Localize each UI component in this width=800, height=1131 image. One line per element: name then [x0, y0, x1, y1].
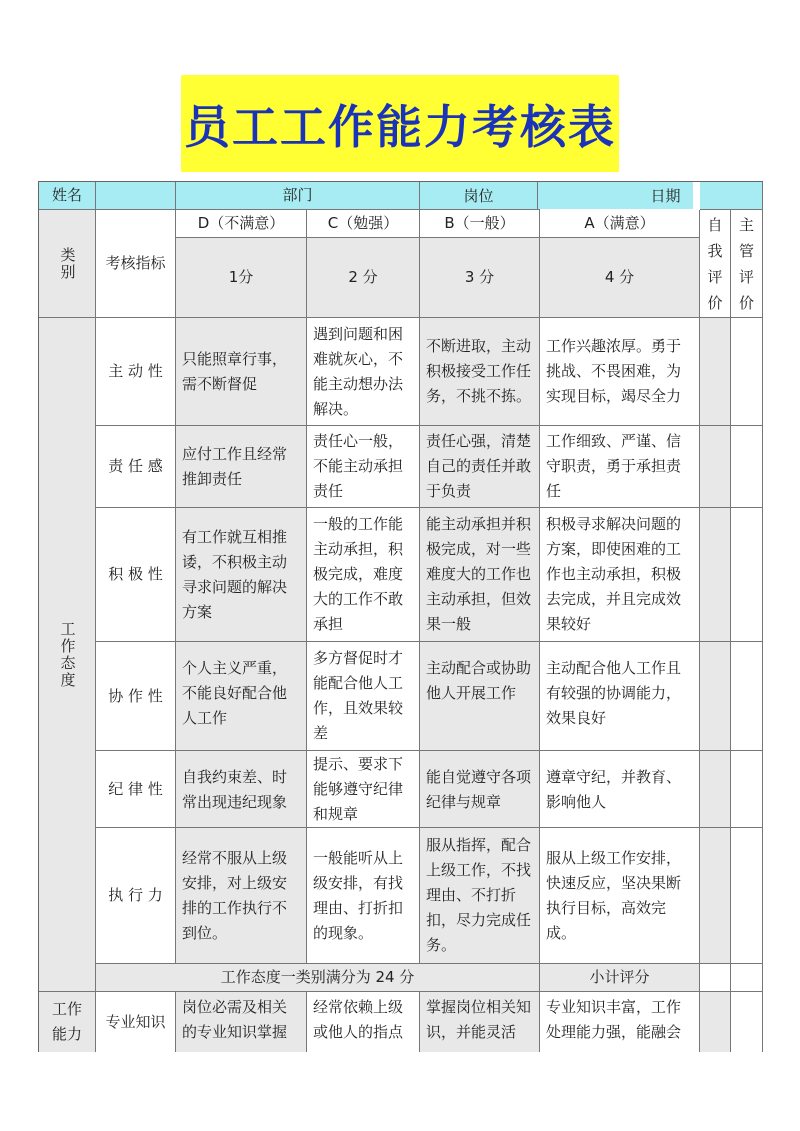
evaluation-table [38, 181, 763, 1052]
level-b-score: 3 分 [420, 238, 540, 318]
indicator-responsibility: 责 任 感 [96, 426, 176, 508]
self-score-cell[interactable] [700, 751, 731, 828]
subtotal-label: 小计评分 [540, 964, 700, 992]
level-a-label: A（满意） [540, 210, 700, 238]
criteria-d: 经常不服从上级安排，对上级安排的工作执行不到位。 [176, 828, 307, 964]
indicator-discipline: 纪 律 性 [96, 751, 176, 828]
criteria-b: 不断进取，主动积极接受工作任务，不挑不拣。 [420, 318, 540, 426]
position-value[interactable] [538, 182, 638, 209]
manager-score-cell[interactable] [731, 992, 763, 1052]
criteria-a: 专业知识丰富，工作处理能力强，能融会 [540, 992, 700, 1052]
criteria-a: 主动配合他人工作且有较强的协调能力，效果良好 [540, 642, 700, 751]
self-score-cell[interactable] [700, 642, 731, 751]
criteria-c: 遇到问题和困难就灰心，不能主动想办法解决。 [307, 318, 420, 426]
attitude-summary: 工作态度一类别满分为 24 分 [96, 964, 540, 992]
indicator-cooperation: 协 作 性 [96, 642, 176, 751]
self-score-cell[interactable] [700, 828, 731, 964]
category-ability: 工作能力 [39, 992, 96, 1052]
manager-score-cell[interactable] [731, 318, 763, 426]
criteria-c: 责任心一般，不能主动承担责任 [307, 426, 420, 508]
manager-score-cell[interactable] [731, 426, 763, 508]
position-label: 岗位 [419, 182, 538, 209]
criteria-a: 工作兴趣浓厚。勇于挑战、不畏困难，为实现目标，竭尽全力 [540, 318, 700, 426]
criteria-b: 掌握岗位相关知识，并能灵活 [420, 992, 540, 1052]
criteria-c: 一般的工作能主动承担，积极完成，难度大的工作不敢承担 [307, 508, 420, 642]
criteria-a: 服从上级工作安排，快速反应，坚决果断执行目标，高效完成。 [540, 828, 700, 964]
indicator-expertise: 专业知识 [96, 992, 176, 1052]
category-attitude: 工作态度 [39, 318, 96, 992]
manager-eval-header: 主管评价 [731, 210, 763, 318]
dept-label: 部门 [176, 182, 420, 210]
criteria-c: 提示、要求下能够遵守纪律和规章 [307, 751, 420, 828]
date-label: 日期 [638, 182, 693, 209]
self-score-cell[interactable] [700, 318, 731, 426]
criteria-b: 服从指挥，配合上级工作，不找理由、不打折扣，尽力完成任务。 [420, 828, 540, 964]
criteria-a: 积极寻求解决问题的方案，即使困难的工作也主动承担，积极去完成，并且完成效果较好 [540, 508, 700, 642]
indicator-header: 考核指标 [96, 210, 176, 318]
level-b-label: B（一般） [420, 210, 540, 238]
criteria-d: 有工作就互相推诿，不积极主动寻求问题的解决方案 [176, 508, 307, 642]
manager-score-cell[interactable] [731, 642, 763, 751]
self-subtotal-cell[interactable] [700, 964, 731, 992]
criteria-d: 自我约束差、时常出现违纪现象 [176, 751, 307, 828]
indicator-enthusiasm: 积 极 性 [96, 508, 176, 642]
self-score-cell[interactable] [700, 508, 731, 642]
level-c-score: 2 分 [307, 238, 420, 318]
indicator-execution: 执 行 力 [96, 828, 176, 964]
level-a-score: 4 分 [540, 238, 700, 318]
criteria-c: 一般能听从上级安排，有找理由、打折扣的现象。 [307, 828, 420, 964]
criteria-c: 经常依赖上级或他人的指点 [307, 992, 420, 1052]
date-value[interactable] [700, 182, 763, 210]
manager-score-cell[interactable] [731, 508, 763, 642]
criteria-d: 个人主义严重，不能良好配合他人工作 [176, 642, 307, 751]
criteria-a: 工作细致、严谨、信守职责，勇于承担责任 [540, 426, 700, 508]
level-c-label: C（勉强） [307, 210, 420, 238]
name-label: 姓名 [39, 182, 96, 210]
level-d-score: 1分 [176, 238, 307, 318]
criteria-a: 遵章守纪，并教育、影响他人 [540, 751, 700, 828]
self-score-cell[interactable] [700, 992, 731, 1052]
criteria-d: 岗位必需及相关的专业知识掌握 [176, 992, 307, 1052]
level-d-label: D（不满意） [176, 210, 307, 238]
manager-score-cell[interactable] [731, 751, 763, 828]
indicator-initiative: 主 动 性 [96, 318, 176, 426]
criteria-b: 能主动承担并积极完成，对一些难度大的工作也主动承担，但效果一般 [420, 508, 540, 642]
page-title: 员工工作能力考核表 [184, 99, 616, 154]
criteria-b: 能自觉遵守各项纪律与规章 [420, 751, 540, 828]
self-eval-header: 自我评价 [700, 210, 731, 318]
manager-subtotal-cell[interactable] [731, 964, 763, 992]
manager-score-cell[interactable] [731, 828, 763, 964]
criteria-d: 应付工作且经常推卸责任 [176, 426, 307, 508]
self-score-cell[interactable] [700, 426, 731, 508]
criteria-c: 多方督促时才能配合他人工作，且效果较差 [307, 642, 420, 751]
title-banner [181, 75, 619, 172]
criteria-b: 责任心强，清楚自己的责任并敢于负责 [420, 426, 540, 508]
criteria-b: 主动配合或协助他人开展工作 [420, 642, 540, 751]
criteria-d: 只能照章行事，需不断督促 [176, 318, 307, 426]
category-header: 类别 [39, 210, 96, 318]
name-value[interactable] [96, 182, 176, 210]
